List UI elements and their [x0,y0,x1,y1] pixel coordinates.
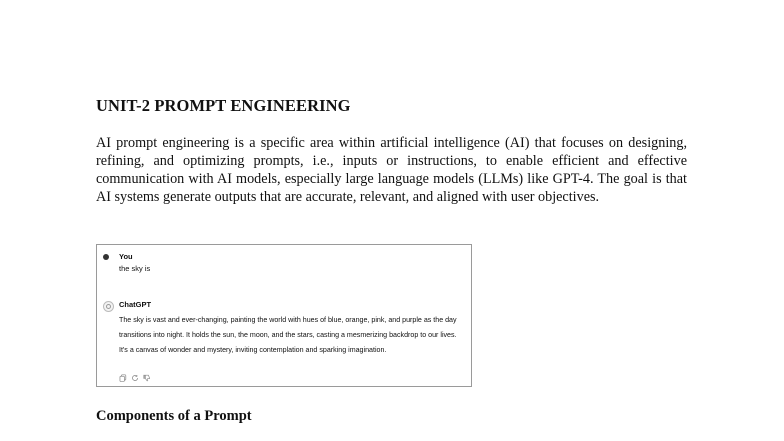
copy-icon[interactable] [119,374,127,382]
assistant-author-label: ChatGPT [119,300,152,309]
chat-screenshot [96,244,472,387]
chatgpt-avatar-icon [103,301,114,312]
assistant-message-text: The sky is vast and ever-changing, painting the world with hues of blue, orange, pink, and purple as the day transitions into night. It holds the sun, the moon, and the stars, casting a mesmerizing backdrop to our lives. It's a canvas of wonder and mystery, inviting contemplation and sparking imagination. [119,316,457,354]
intro-paragraph: AI prompt engineering is a specific area within artificial intelligence (AI) that focuses on designing, refining, and optimizing prompts, i.e., inputs or instructions, to enable efficient and effective communication with AI models, especially large language models (LLMs) like GPT-4. The goal is that AI systems generate outputs that are accurate, relevant, and aligned with user objectives. [96,135,687,205]
thumbs-down-icon[interactable] [143,374,151,382]
page-title: UNIT-2 PROMPT ENGINEERING [96,96,351,115]
regenerate-icon[interactable] [131,374,139,382]
user-message-text: the sky is [119,264,151,273]
message-actions [119,374,151,382]
user-author-label: You [119,252,133,261]
user-avatar-icon [103,254,109,260]
section-heading: Components of a Prompt [96,408,252,424]
